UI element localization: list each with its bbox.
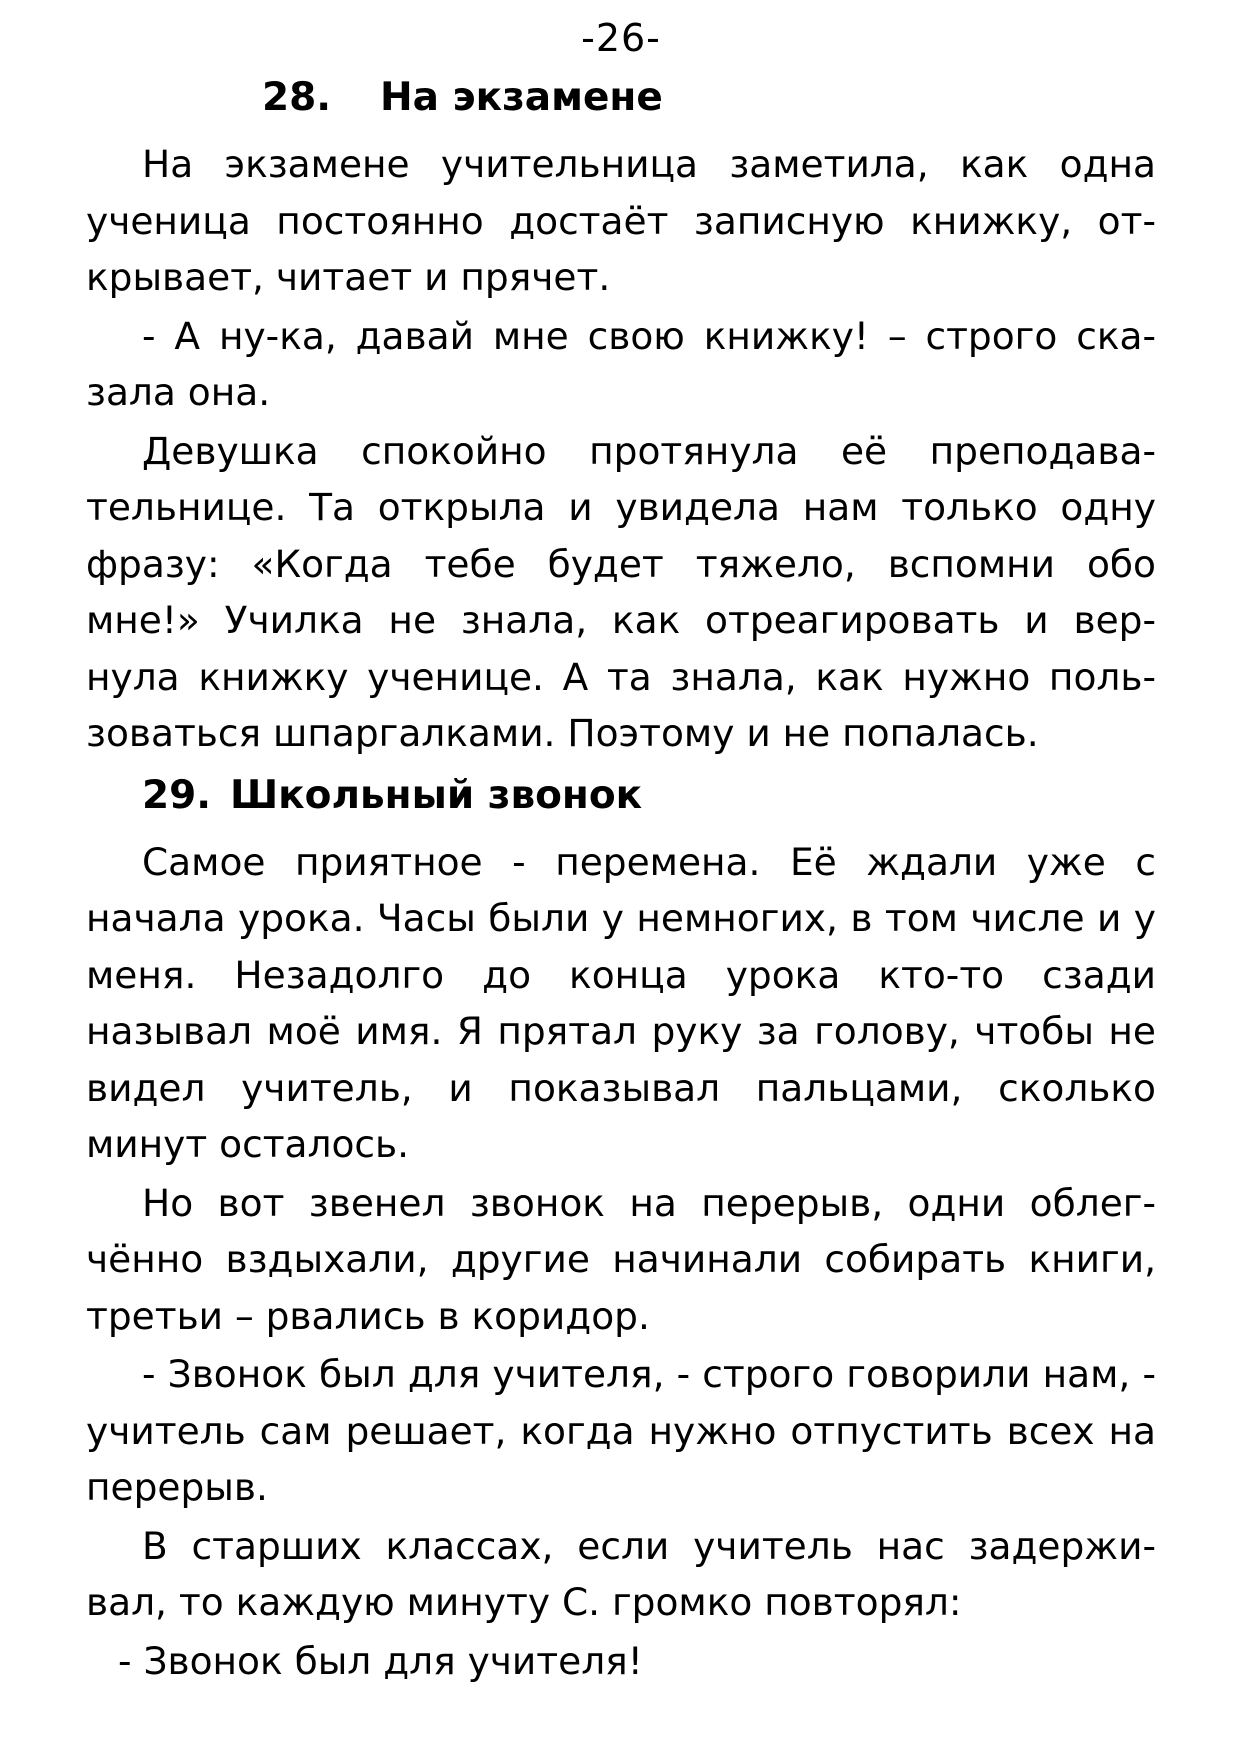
paragraph: На экзамене учительница заметила, как одна ученица постоянно достаёт записную книжку, от-крывает, читает и прячет.	[86, 142, 1156, 299]
section-heading-29	[86, 768, 1156, 824]
section-title: Школьный звонок	[230, 772, 643, 818]
section-title: На экзамене	[380, 75, 663, 120]
paragraph: Девушка спокойно протянула её преподава-тельнице. Та открыла и увидела нам только одну фразу: «Когда тебе будет тяжело, вспомни обо мне!» Училка не знала, как отреагировать и вер-нула книжку ученице. А та знала, как нужно поль-зоваться шпаргалками. Поэтому и не попалась.	[86, 428, 1156, 755]
paragraph: Но вот звенел звонок на перерыв, одни облег-чённо вздыхали, другие начинали собирать книги, третьи – рвались в коридор.	[86, 1180, 1156, 1338]
book-page	[86, 0, 1156, 1691]
section-number: 29.	[142, 772, 212, 818]
section-number: 28.	[262, 75, 332, 120]
paragraph: - Звонок был для учителя, - строго говорили нам, - учитель сам решает, когда нужно отпустить всех на перерыв.	[86, 1352, 1156, 1509]
page-number: -26-	[581, 16, 661, 60]
paragraph: В старших классах, если учитель нас задержи-вал, то каждую минуту С. громко повторял:	[86, 1523, 1156, 1624]
paragraph: - Звонок был для учителя!	[118, 1638, 643, 1683]
section-heading-28	[86, 70, 1156, 126]
paragraph: - А ну-ка, давай мне свою книжку! – строго ска-зала она.	[86, 313, 1156, 414]
paragraph: Самое приятное - перемена. Её ждали уже с начала урока. Часы были у немногих, в том числе и у меня. Незадолго до конца урока кто-то сзади называл моё имя. Я прятал руку за голову, чтобы не видел учитель, и показывал пальцами, сколько минут осталось.	[86, 839, 1156, 1166]
